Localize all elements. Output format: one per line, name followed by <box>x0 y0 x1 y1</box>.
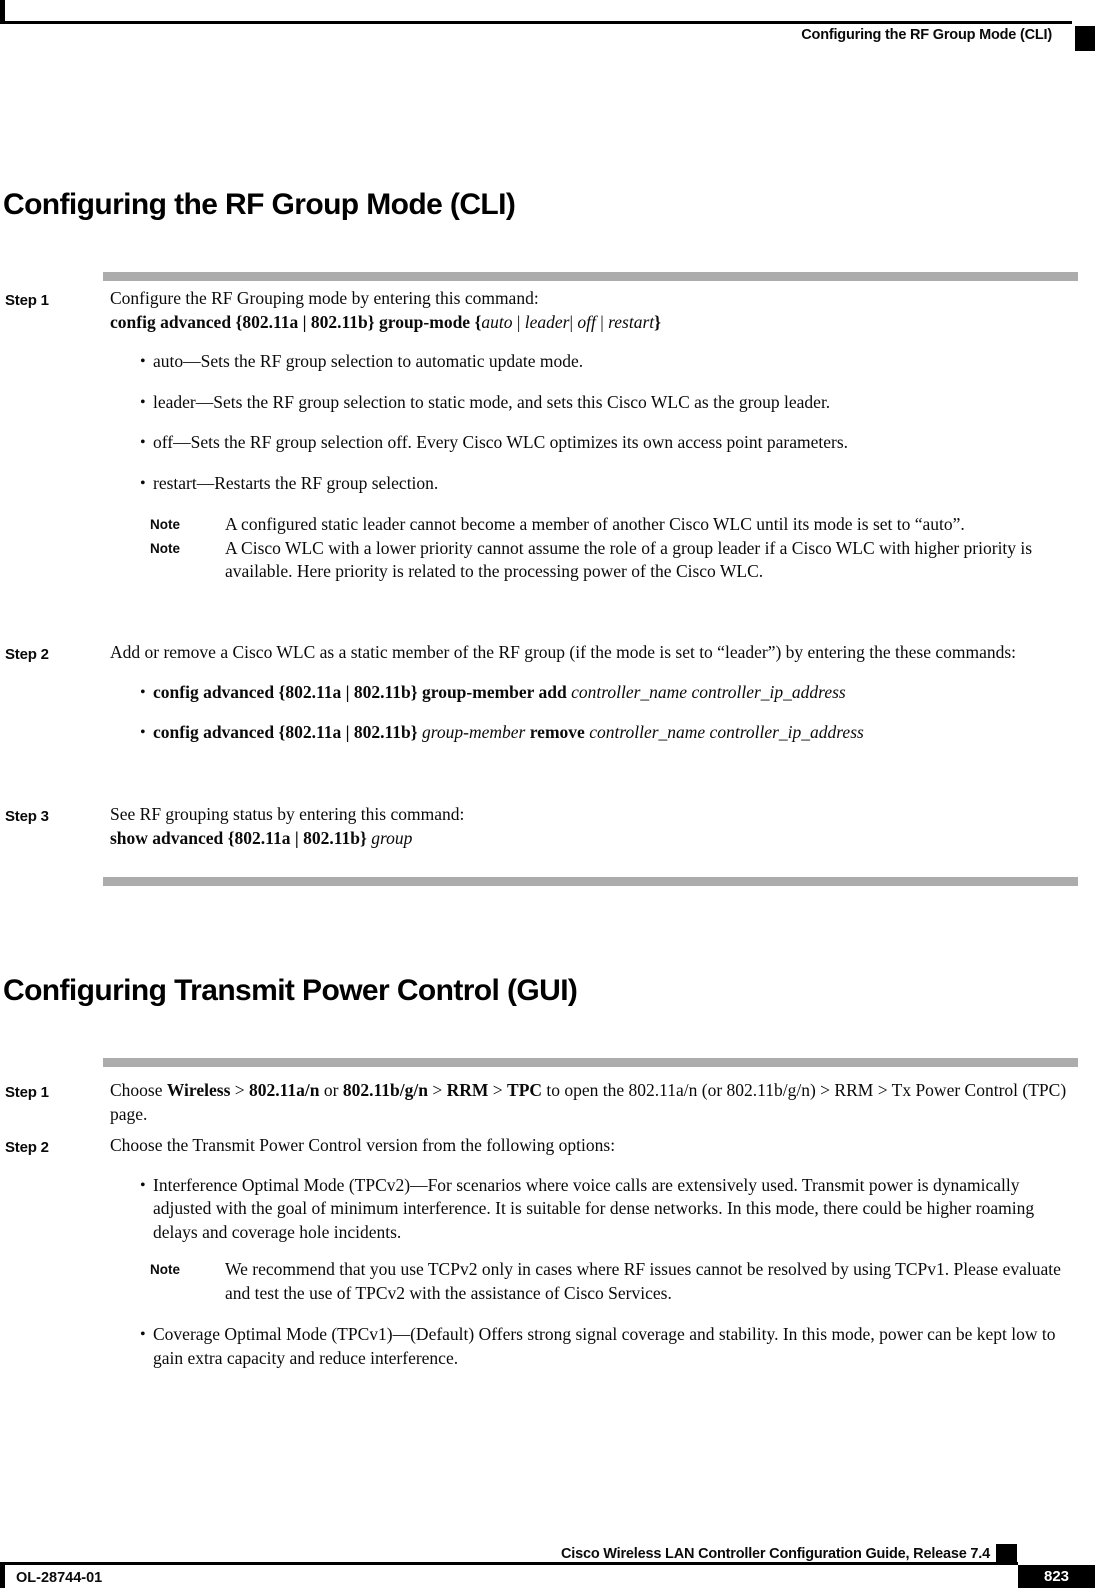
header-rule <box>0 21 1072 24</box>
step-intro: Choose Wireless > 802.11a/n or 802.11b/g/n > RRM > TPC to open the 802.11a/n (or 802.11b/g/n) > RRM > Tx Power Control (TPC) page. <box>110 1080 1067 1124</box>
section-heading-rf-group-mode: Configuring the RF Group Mode (CLI) <box>3 188 516 222</box>
list-item: • leader—Sets the RF group selection to static mode, and sets this Cisco WLC as the group leader. <box>140 391 1075 415</box>
option-list <box>140 350 1075 495</box>
footer-corner-tick <box>0 1562 5 1588</box>
steps-bottom-rule <box>103 877 1078 886</box>
step-block <box>0 1079 1095 1126</box>
step-label: Step 2 <box>5 646 49 663</box>
section-heading-transmit-power-control: Configuring Transmit Power Control (GUI) <box>3 974 578 1008</box>
steps-top-rule <box>103 272 1078 281</box>
note <box>150 1258 1083 1305</box>
step-label: Step 1 <box>5 292 49 309</box>
note <box>150 537 1083 584</box>
step-block <box>0 641 1095 745</box>
list-item: • off—Sets the RF group selection off. Every Cisco WLC optimizes its own access point parameters. <box>140 431 1075 455</box>
header-corner-tick <box>0 0 5 23</box>
list-item: • auto—Sets the RF group selection to automatic update mode. <box>140 350 1075 374</box>
note-text: We recommend that you use TCPv2 only in cases where RF issues cannot be resolved by using TCPv1. Please evaluate and test the use of TPCv2 with the assistance of Cisco Services. <box>225 1259 1061 1303</box>
command-line: config advanced {802.11a | 802.11b} group-mode {auto | leader| off | restart} <box>110 311 662 332</box>
steps-top-rule <box>103 1058 1078 1067</box>
footer-tab-marker <box>996 1544 1017 1563</box>
notes-group <box>150 513 1083 584</box>
command-list <box>140 681 1075 745</box>
command-line: • config advanced {802.11a | 802.11b} group-member remove controller_name controller_ip_address <box>140 721 1075 745</box>
step-label: Step 2 <box>5 1139 49 1156</box>
step-intro: Add or remove a Cisco WLC as a static member of the RF group (if the mode is set to “leader”) by entering the these commands: <box>110 642 1017 662</box>
note-text: A configured static leader cannot become a member of another Cisco WLC until its mode is set to “auto”. <box>225 514 965 534</box>
page-number-badge: 823 <box>1018 1565 1095 1588</box>
note-label: Note <box>150 1262 180 1277</box>
step-label: Step 1 <box>5 1084 49 1101</box>
command-line: show advanced {802.11a | 802.11b} group <box>110 827 413 848</box>
running-header-title: Configuring the RF Group Mode (CLI) <box>801 27 1052 43</box>
notes-group <box>150 1258 1083 1305</box>
footer-rule <box>0 1562 1018 1565</box>
step-label: Step 3 <box>5 808 49 825</box>
option-list <box>140 1174 1075 1245</box>
step-intro: See RF grouping status by entering this command: <box>110 804 465 824</box>
command-line: • config advanced {802.11a | 802.11b} group-member add controller_name controller_ip_address <box>140 681 1075 705</box>
list-item: • Interference Optimal Mode (TPCv2)—For scenarios where voice calls are extensively used. Transmit power is dynamically adjusted with the goal of minimum interference. It is suitable for dense networks. In this mode, there could be higher roaming delays and coverage hole incidents. <box>140 1174 1075 1245</box>
footer-guide-title: Cisco Wireless LAN Controller Configuration Guide, Release 7.4 <box>560 1546 990 1562</box>
option-list <box>140 1323 1075 1370</box>
step-block <box>0 803 1095 850</box>
step-block <box>0 287 1095 584</box>
step-block <box>0 1134 1095 1370</box>
note <box>150 513 1083 537</box>
document-number: OL-28744-01 <box>16 1570 103 1586</box>
header-tab-marker <box>1075 26 1095 51</box>
note-text: A Cisco WLC with a lower priority cannot assume the role of a group leader if a Cisco WLC with higher priority is available. Here priority is related to the processing power of the Cisco WLC. <box>225 537 1033 581</box>
list-item: • Coverage Optimal Mode (TPCv1)—(Default) Offers strong signal coverage and stability. In this mode, power can be kept low to gain extra capacity and reduce interference. <box>140 1323 1075 1370</box>
step-intro: Configure the RF Grouping mode by entering this command: <box>110 288 539 308</box>
note-label: Note <box>150 517 180 532</box>
note-label: Note <box>150 540 180 556</box>
list-item: • restart—Restarts the RF group selection. <box>140 472 1075 496</box>
step-intro: Choose the Transmit Power Control version from the following options: <box>110 1135 616 1155</box>
